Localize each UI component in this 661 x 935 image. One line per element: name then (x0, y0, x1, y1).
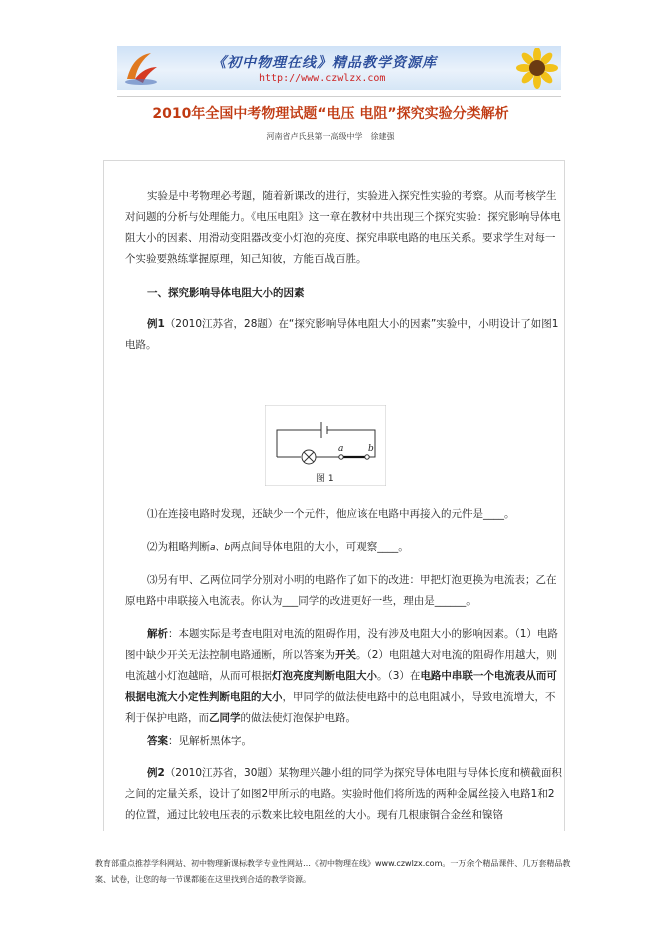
example-1-label: 例1 (147, 318, 165, 330)
figure-caption: 图 1 (316, 474, 334, 484)
header-divider (117, 96, 561, 97)
author-line: 河南省卢氏县第一高级中学 徐建强 (266, 132, 395, 141)
intro-paragraph (125, 186, 565, 270)
analysis-label: 解析 (147, 628, 168, 640)
answer-label: 答案 (147, 735, 168, 747)
example-1-paragraph: 例1（2010江苏省，28题）在“探究影响导体电阻大小的因素”实验中，小明设计了如图1电路。 (125, 318, 559, 351)
page-footer: 教育部重点推荐学科网站、初中物理新课标教学专业性网站…《初中物理在线》www.czwlzx.com。一万余个精品课件、几万套精品教案、试卷，让您的每一节课都能在这里找到合适的教学资源。 (95, 859, 571, 884)
example-2-label: 例2 (147, 767, 165, 779)
answer-paragraph: 答案：见解析黑体字。 (147, 735, 252, 747)
site-logo-icon (121, 49, 161, 87)
question-1: ⑴在连接电路时发现，还缺少一个元件，他应该在电路中再接入的元件是____。 (147, 508, 515, 520)
site-banner (117, 46, 561, 90)
intro-text: 实验是中考物理必考题，随着新课改的进行，实验进入探究性实验的考察。从而考核学生对问题的分析与处理能力。《电压电阻》这一章在教材中共出现三个探究实验：探究影响导体电阻大小的因素、用滑动变阻器改变小灯泡的亮度、探究串联电路的电压关系。要求学生对每一个实验要熟练掌握原理，知己知彼，方能百战百胜。 (125, 190, 561, 265)
point-b-label: b (368, 444, 374, 454)
section-heading: 一、探究影响导体电阻大小的因素 (147, 287, 305, 299)
banner-title: 《初中物理在线》精品教学资源库 (212, 55, 437, 71)
example-2-paragraph: 例2（2010江苏省，30题）某物理兴趣小组的同学为探究导体电阻与导体长度和横截面积之间的定量关系，设计了如图2甲所示的电路。实验时他们将所选的两种金属丝接入电路1和2的位置，通过比较电压表的示数来比较电阻丝的大小。现有几根康铜合金丝和镍铬 (125, 767, 562, 821)
point-a-label: a (338, 444, 344, 454)
question-2: ⑵为粗略判断a、b两点间导体电阻的大小，可观察____。 (147, 541, 409, 553)
question-3: ⑶另有甲、乙两位同学分别对小明的电路作了如下的改进：甲把灯泡更换为电流表；乙在原电路中串联接入电流表。你认为___同学的改进更好一些，理由是______。 (125, 574, 557, 607)
document-title: 2010年全国中考物理试题“电压 电阻”探究实验分类解析 (152, 106, 509, 122)
sunflower-icon (509, 48, 559, 90)
analysis-paragraph: 解析：本题实际是考查电阻对电流的阻碍作用，没有涉及电阻大小的影响因素。（1）电路图中缺少开关无法控制电路通断，所以答案为开关。（2）电阻越大对电流的阻碍作用越大，则电流越小灯泡越暗，从而可根据灯泡亮度判断电阻大小。（3）在电路中串联一个电流表从而可根据电流大小定性判断电阻的大小，甲同学的做法使电路中的总电阻减小，导致电流增大，不利于保护电路，而乙同学的做法使灯泡保护电路。 (125, 628, 558, 724)
banner-url[interactable]: http://www.czwlzx.com (259, 73, 386, 84)
